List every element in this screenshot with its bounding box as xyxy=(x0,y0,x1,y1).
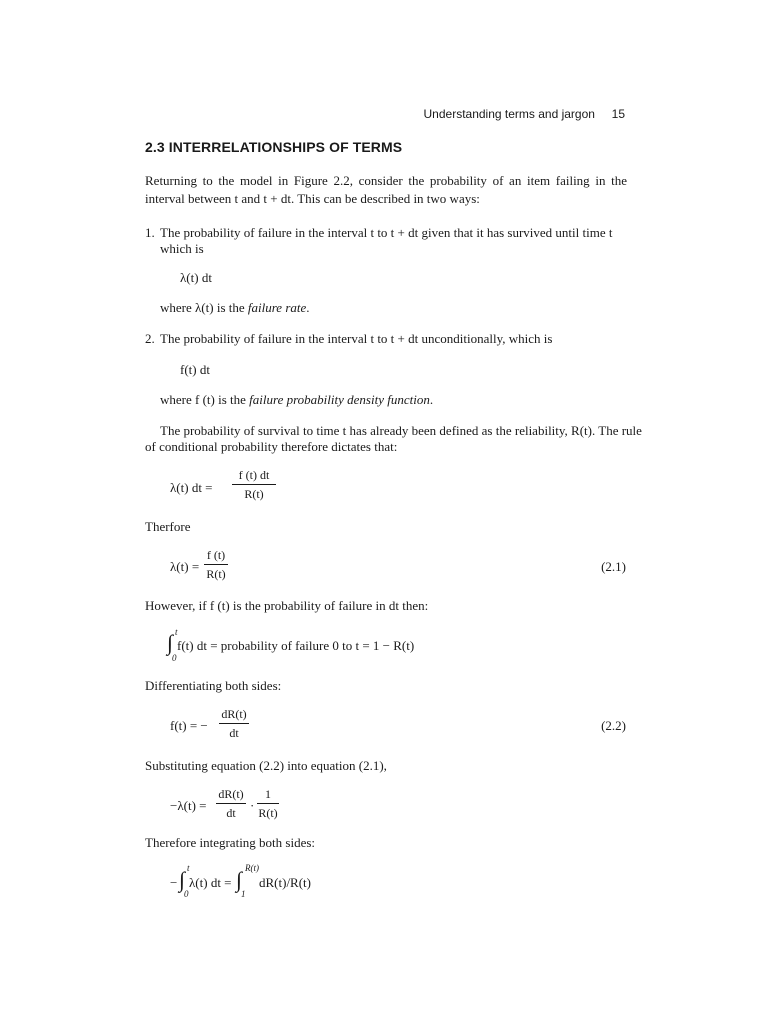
pdf-definition xyxy=(160,393,433,406)
survival-line-2: of conditional probability therefore dictates that: xyxy=(145,439,398,454)
eq21-lhs: λ(t) = xyxy=(170,559,200,574)
eq-subst-numerator-2: 1 xyxy=(265,787,271,801)
differentiating-label: Differentiating both sides: xyxy=(145,678,282,693)
where-prefix-2: where f (t) is the xyxy=(160,392,246,407)
eq-cond-lhs: λ(t) dt = xyxy=(170,480,213,495)
failure-rate-expression: λ(t) dt xyxy=(180,270,212,285)
eq-subst-fraction-2 xyxy=(257,788,279,819)
intro-paragraph: Returning to the model in Figure 2.2, consider the probability of an item failing in the interval between t and t + dt. This can be described in two ways: xyxy=(145,173,627,206)
pdf-term: failure probability density function xyxy=(249,392,430,407)
eq22-number: (2.2) xyxy=(601,718,626,733)
eq22-fraction xyxy=(219,708,249,739)
eq21-numerator: f (t) xyxy=(206,548,226,562)
failure-rate-definition xyxy=(160,301,310,314)
section-heading xyxy=(145,140,402,154)
integrating-label: Therefore integrating both sides: xyxy=(145,835,316,850)
fraction-bar xyxy=(257,803,279,804)
eq22-denominator: dt xyxy=(229,726,239,740)
final-integral-2-upper: R(t) xyxy=(245,863,259,873)
survival-line-1: The probability of survival to time t has already been defined as the reliability, R(t). The rule xyxy=(160,423,642,438)
eq-cond-fraction xyxy=(232,469,276,500)
eq22-lhs: f(t) = − xyxy=(170,718,208,733)
multiplication-dot: · xyxy=(250,798,255,813)
failure-rate-term: failure rate xyxy=(247,300,307,315)
final-integral-1-lower: 0 xyxy=(184,889,189,899)
final-integral-1-upper: t xyxy=(187,863,190,873)
final-minus: − xyxy=(170,875,178,890)
fraction-bar xyxy=(216,803,246,804)
substituting-line: Substituting equation (2.2) into equation (2.1), xyxy=(145,758,387,773)
integral-upper-limit: t xyxy=(175,627,178,637)
page-number: 15 xyxy=(611,107,625,121)
list-item-2-line1: The probability of failure in the interval t to t + dt unconditionally, which is xyxy=(160,331,553,346)
eq22-numerator: dR(t) xyxy=(221,707,247,721)
integral-lower-limit: 0 xyxy=(172,653,177,663)
integral-sign: ∫ xyxy=(236,867,243,892)
final-integral-2-body: dR(t)/R(t) xyxy=(259,875,311,890)
integral-sign: ∫ xyxy=(179,867,186,892)
eq21-number: (2.1) xyxy=(601,559,626,574)
eq-subst-denominator-1: dt xyxy=(226,806,236,820)
list-item-1-line1: The probability of failure in the interval t to t + dt given that it has survived until time t xyxy=(160,225,613,240)
therefore-label: Therfore xyxy=(145,519,191,534)
fraction-bar xyxy=(232,484,276,485)
eq-subst-denominator-2: R(t) xyxy=(258,806,278,820)
list-item-1-line2: which is xyxy=(160,241,204,256)
where-suffix-2: . xyxy=(429,392,434,407)
eq-subst-lhs: −λ(t) = xyxy=(170,798,207,813)
fraction-bar xyxy=(204,564,228,565)
list-item-1-marker: 1. xyxy=(145,225,155,240)
eq-cond-denominator: R(t) xyxy=(244,487,264,501)
eq-cond-numerator: f (t) dt xyxy=(238,468,270,482)
where-prefix-1: where λ(t) is the xyxy=(160,300,245,315)
eq21-fraction xyxy=(204,549,228,580)
section-title: INTERRELATIONSHIPS OF TERMS xyxy=(168,139,403,155)
final-integral-2-lower: 1 xyxy=(241,889,246,899)
integral-body: f(t) dt = probability of failure 0 to t = 1 − R(t) xyxy=(177,638,415,653)
final-integral-1-body: λ(t) dt = xyxy=(189,875,232,890)
eq-subst-fraction-1 xyxy=(216,788,246,819)
running-title: Understanding terms and jargon xyxy=(423,107,595,121)
however-line: However, if f (t) is the probability of failure in dt then: xyxy=(145,598,429,613)
section-number: 2.3 xyxy=(145,139,165,155)
fraction-bar xyxy=(219,723,249,724)
where-suffix-1: . xyxy=(306,300,310,315)
list-item-2-marker: 2. xyxy=(145,331,155,346)
eq21-denominator: R(t) xyxy=(206,567,226,581)
running-header xyxy=(424,108,625,120)
eq-subst-numerator-1: dR(t) xyxy=(218,787,244,801)
pdf-expression: f(t) dt xyxy=(180,362,210,377)
integral-sign: ∫ xyxy=(167,630,174,655)
